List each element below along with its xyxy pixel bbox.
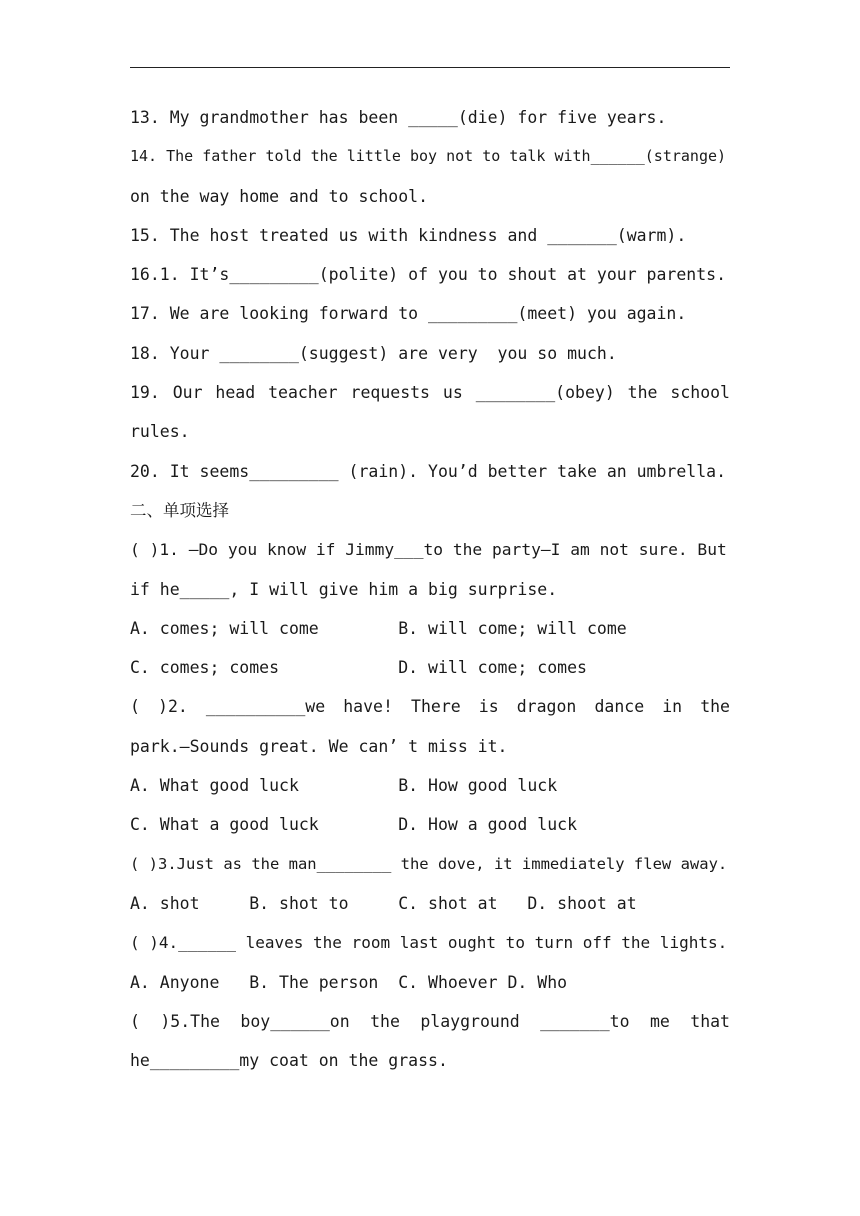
text-line: 18. Your ________(suggest) are very you so much. (130, 343, 617, 363)
text-line: 13. My grandmother has been _____(die) for five years. (130, 108, 667, 127)
text-line: if he_____, I will give him a big surprise. (130, 579, 558, 599)
text-line: 14. The father told the little boy not to talk with______(strange) (130, 147, 727, 166)
section-heading: 二、单项选择 (130, 500, 229, 520)
text-line: 16.1. It’s_________(polite) of you to shout at your parents. (130, 265, 727, 285)
text-line: on the way home and to school. (130, 186, 429, 206)
text-line: A. Anyone B. The person C. Whoever D. Who (130, 972, 568, 992)
text-line: 15. The host treated us with kindness and _______(warm). (130, 225, 687, 245)
text-line: 19. Our head teacher requests us ________(obey) the school (130, 383, 730, 403)
text-line: ( )3.Just as the man________ the dove, it immediately flew away. (130, 854, 728, 873)
exercise-text (130, 98, 730, 1080)
text-line: park.—Sounds great. We can’ t miss it. (130, 736, 508, 756)
text-line: he_________my coat on the grass. (130, 1051, 448, 1071)
text-line: 17. We are looking forward to _________(meet) you again. (130, 304, 687, 324)
text-line: ( )2. __________we have! There is dragon dance in the (130, 697, 730, 717)
text-line: A. comes; will come B. will come; will come (130, 618, 627, 638)
text-line: C. comes; comes D. will come; comes (130, 658, 587, 678)
text-line: ( )5.The boy______on the playground _______to me that (130, 1011, 730, 1031)
text-line: ( )4.______ leaves the room last ought to turn off the lights. (130, 933, 728, 953)
text-line: ( )1. —Do you know if Jimmy___to the party—I am not sure. But (130, 540, 727, 560)
text-line: 20. It seems_________ (rain). You’d better take an umbrella. (130, 461, 727, 481)
text-line: A. shot B. shot to C. shot at D. shoot at (130, 893, 637, 913)
text-line: rules. (130, 422, 190, 442)
text-line: C. What a good luck D. How a good luck (130, 815, 578, 835)
text-line: A. What good luck B. How good luck (130, 776, 558, 796)
header-rule (130, 67, 730, 68)
